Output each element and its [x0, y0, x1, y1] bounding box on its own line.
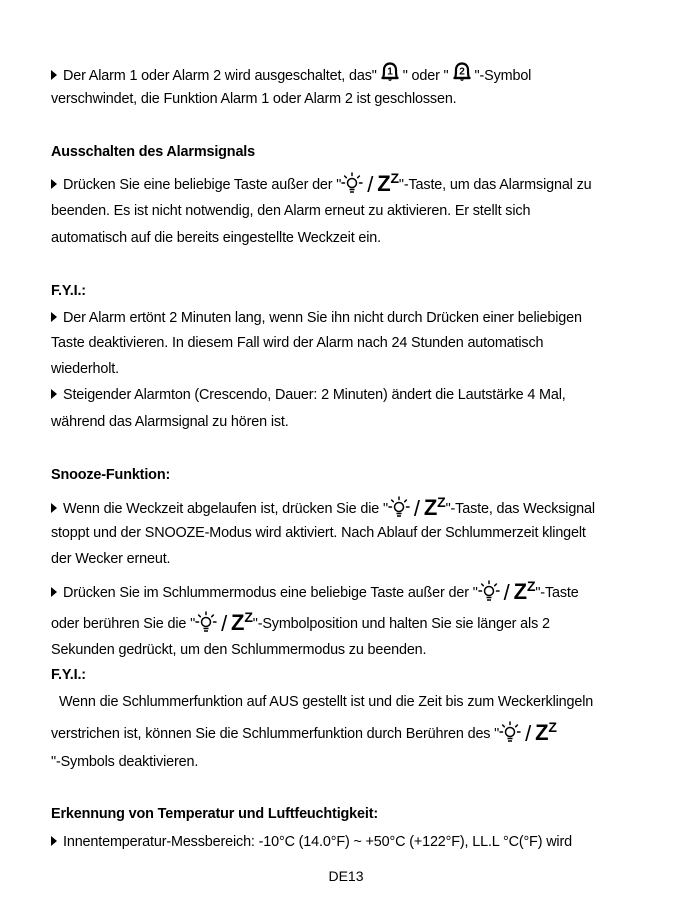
- snooze-line-2: stoppt und der SNOOZE-Modus wird aktiviert. Nach Ablauf der Schlummerzeit klingelt: [51, 525, 586, 541]
- fyi1-line-3: wiederholt.: [51, 361, 119, 377]
- bullet-triangle-icon: [51, 312, 57, 322]
- light-icon: [195, 611, 217, 633]
- alarm-off-line-1: Der Alarm 1 oder Alarm 2 wird ausgeschaltet, das" 1 " oder " 2 "-Symbol: [51, 60, 531, 86]
- fyi1-line-1: Der Alarm ertönt 2 Minuten lang, wenn Sie ihn nicht durch Drücken einer beliebigen: [51, 308, 582, 328]
- light-icon: [499, 721, 521, 743]
- alarm-bell-2-icon: [450, 60, 474, 84]
- section-heading-snooze: Snooze-Funktion:: [51, 467, 171, 483]
- snooze-line-5: oder berühren Sie die " / $Z^Z$"-Symbolposition und halten Sie sie länger als 2: [51, 609, 550, 636]
- fyi2-line-1: Wenn die Schlummerfunktion auf AUS gestellt ist und die Zeit bis zum Weckerklingeln: [59, 694, 594, 710]
- bullet-triangle-icon: [51, 179, 57, 189]
- fyi1-line-2: Taste deaktivieren. In diesem Fall wird der Alarm nach 24 Stunden automatisch: [51, 335, 544, 351]
- bullet-triangle-icon: [51, 389, 57, 399]
- fyi1-line-5: während das Alarmsignal zu hören ist.: [51, 414, 289, 430]
- separator-slash: /: [503, 580, 510, 605]
- snooze-line-1: Wenn die Weckzeit abgelaufen ist, drücken Sie die " / $Z^Z$"-Taste, das Wecksignal: [51, 496, 595, 519]
- light-icon: [388, 496, 410, 518]
- separator-slash: /: [221, 611, 228, 636]
- alarm-off-line-2: verschwindet, die Funktion Alarm 1 oder Alarm 2 ist geschlossen.: [51, 91, 457, 107]
- snooze-line-4: Drücken Sie im Schlummermodus eine beliebige Taste außer der " / $Z^Z$"-Taste: [51, 580, 579, 603]
- section-heading-alarm-off: Ausschalten des Alarmsignals: [51, 144, 256, 160]
- bullet-triangle-icon: [51, 587, 57, 597]
- temperature-line-1: Innentemperatur-Messbereich: -10°C (14.0°F) ~ +50°C (+122°F), LL.L °C(°F) wird: [51, 832, 572, 852]
- light-snooze-symbol: [195, 609, 253, 636]
- svg-text:2: 2: [458, 66, 465, 78]
- snooze-line-3: der Wecker erneut.: [51, 551, 171, 567]
- snooze-icon: $Z^Z$: [231, 609, 253, 635]
- fyi1-line-4: Steigender Alarmton (Crescendo, Dauer: 2 Minuten) ändert die Lautstärke 4 Mal,: [51, 385, 566, 405]
- fyi2-line-2: verstrichen ist, können Sie die Schlummerfunktion durch Berühren des " / $Z^Z$: [51, 719, 557, 746]
- snooze-icon: $Z^Z$: [513, 578, 536, 604]
- separator-slash: /: [525, 721, 532, 746]
- section-heading-temperature: Erkennung von Temperatur und Luftfeuchtigkeit:: [51, 806, 379, 822]
- snooze-line-6: Sekunden gedrückt, um den Schlummermodus zu beenden.: [51, 642, 427, 658]
- alarm-bell-1-icon: [378, 60, 402, 84]
- fyi-heading-1: F.Y.I.:: [51, 283, 86, 299]
- light-icon: [341, 172, 363, 194]
- bullet-triangle-icon: [51, 70, 57, 80]
- bullet-triangle-icon: [51, 503, 57, 513]
- alarm-off-instruction-2: beenden. Es ist nicht notwendig, den Alarm erneut zu aktivieren. Er stellt sich: [51, 203, 531, 219]
- separator-slash: /: [413, 496, 420, 521]
- fyi-heading-2: F.Y.I.:: [51, 667, 86, 683]
- light-snooze-symbol: [341, 170, 399, 197]
- alarm-off-instruction-3: automatisch auf die bereits eingestellte Weckzeit ein.: [51, 230, 381, 246]
- svg-text:1: 1: [386, 66, 393, 78]
- alarm-off-instruction-1: Drücken Sie eine beliebige Taste außer der " / $Z^Z$"-Taste, um das Alarmsignal zu: [51, 172, 591, 195]
- snooze-icon: $Z^Z$: [535, 719, 557, 745]
- fyi2-line-3: "-Symbols deaktivieren.: [51, 754, 199, 770]
- light-snooze-symbol: [478, 578, 536, 605]
- snooze-icon: $Z^Z$: [377, 170, 399, 196]
- light-icon: [478, 580, 500, 602]
- snooze-icon: $Z^Z$: [423, 494, 446, 520]
- page-number: DE13: [328, 868, 364, 884]
- light-snooze-symbol: [499, 719, 557, 746]
- bullet-triangle-icon: [51, 836, 57, 846]
- separator-slash: /: [367, 172, 374, 197]
- light-snooze-symbol: [388, 494, 446, 521]
